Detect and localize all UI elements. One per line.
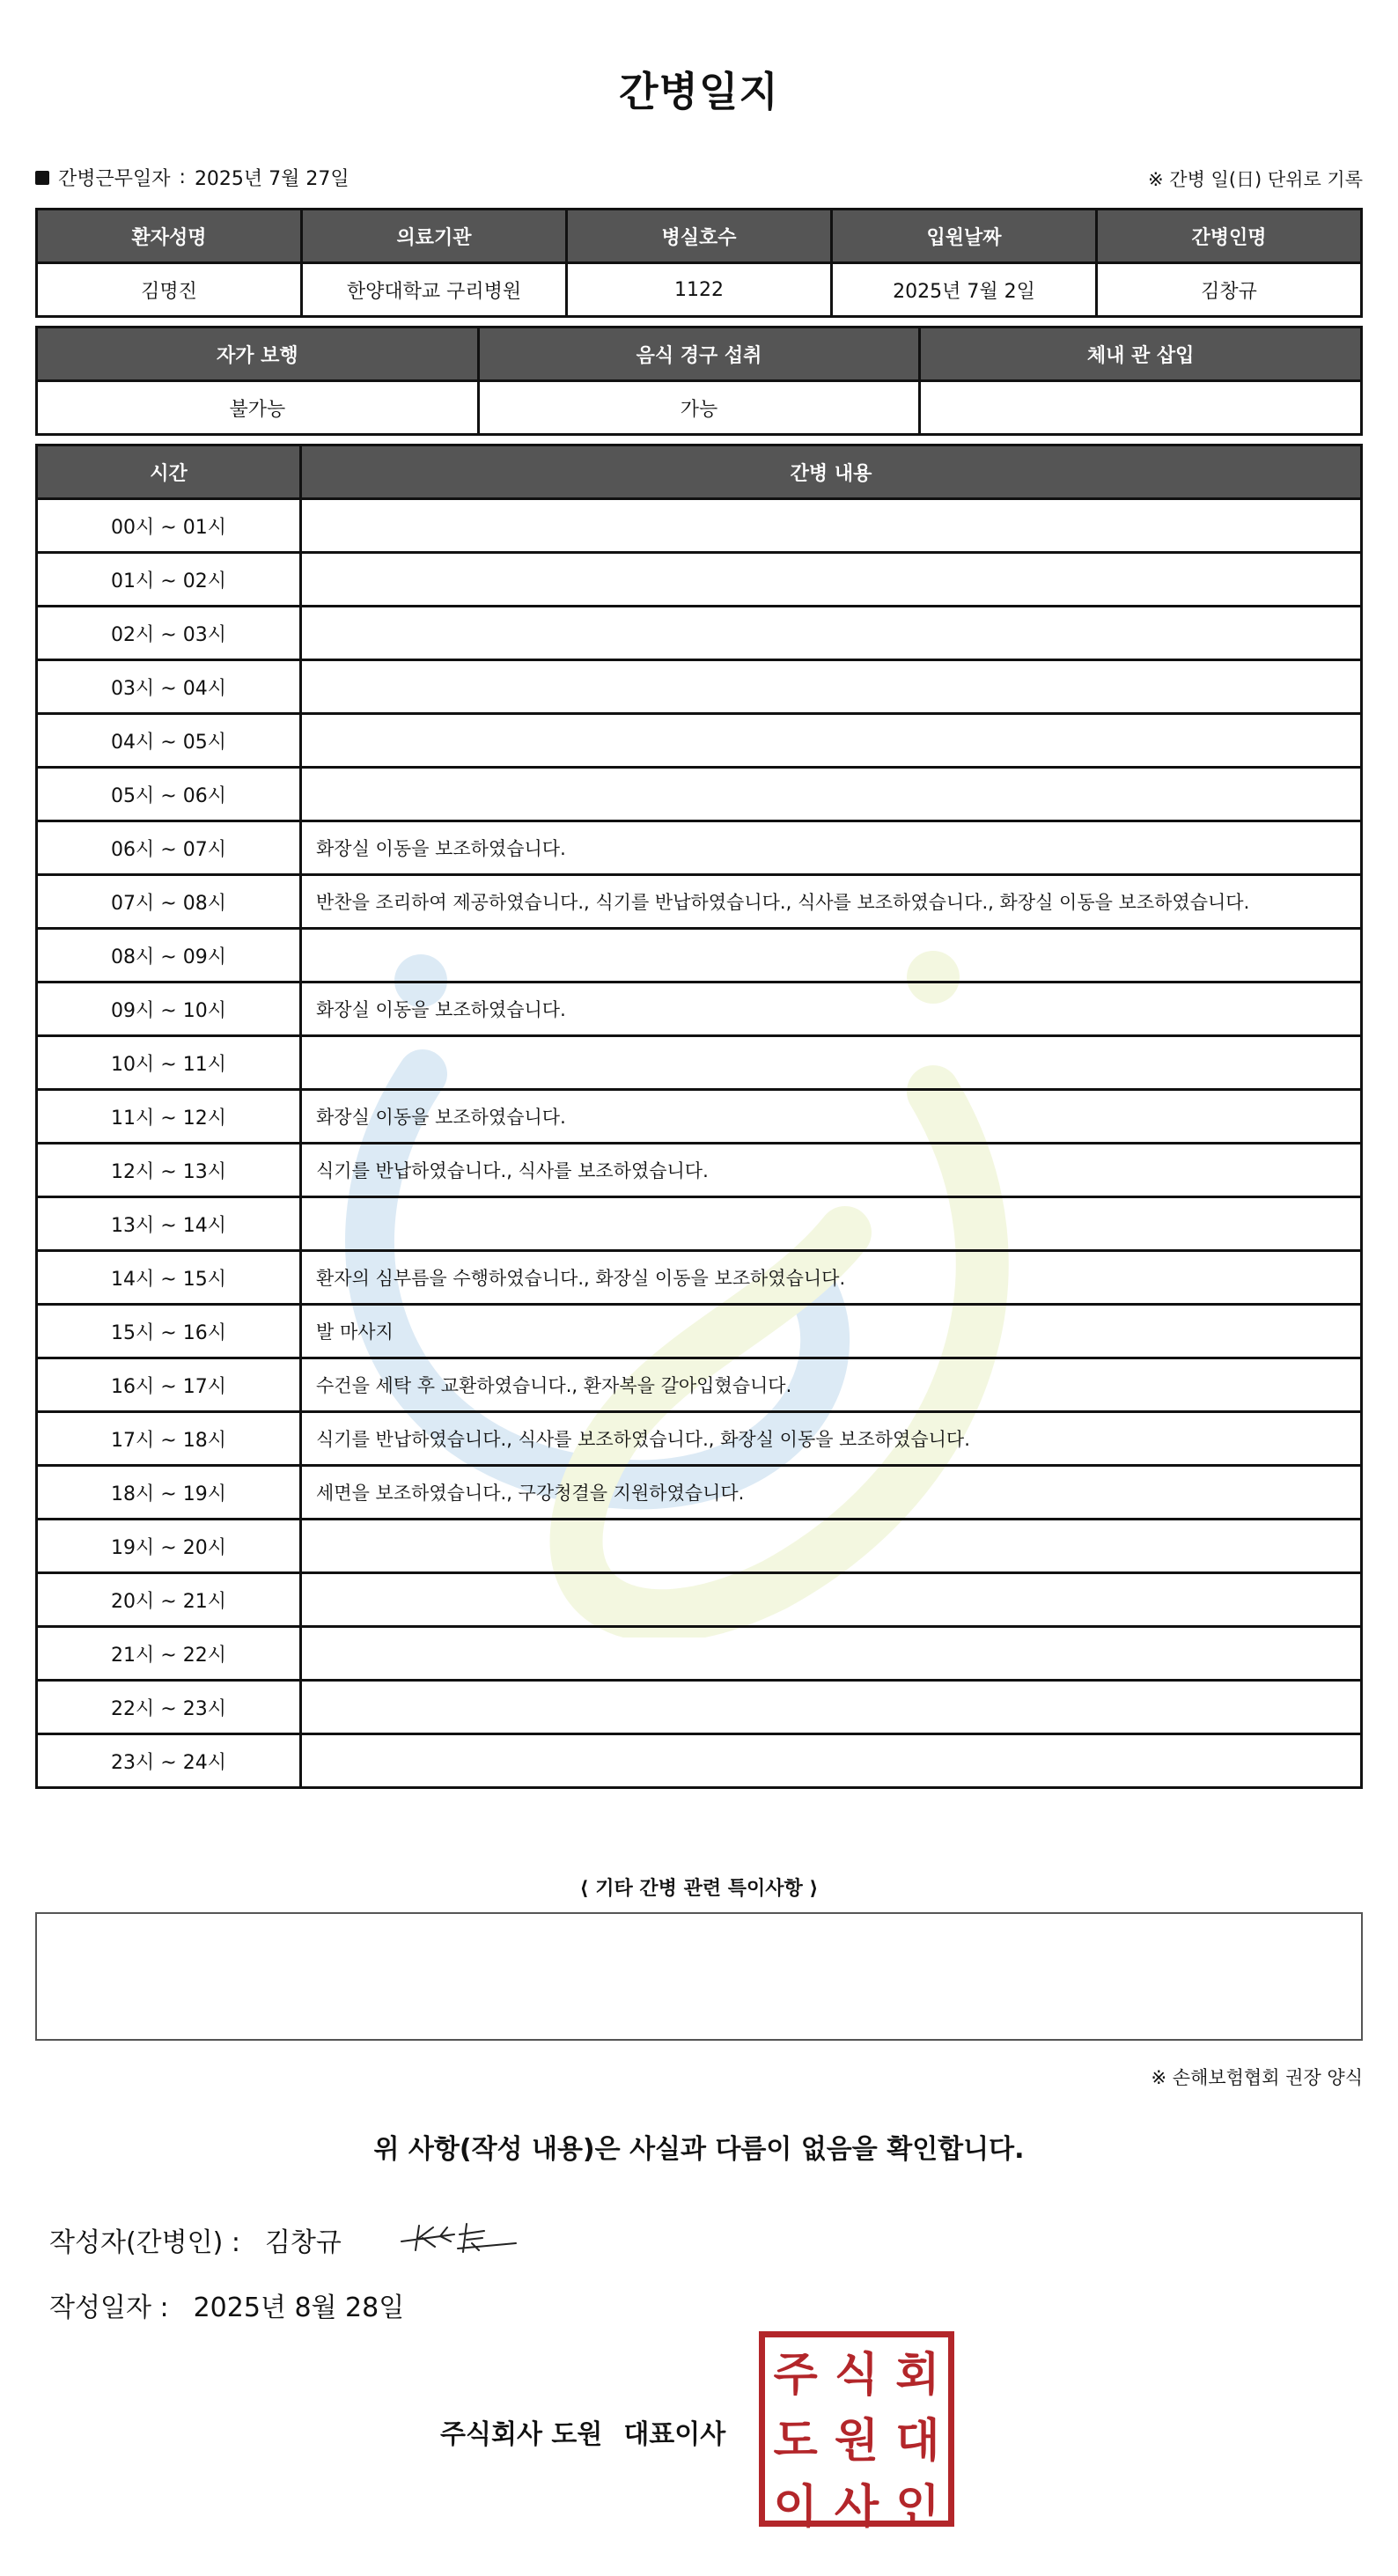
care-log-row (37, 768, 1362, 821)
work-date-row (35, 164, 350, 191)
patient-info-table (35, 208, 1363, 318)
care-log-time: 17시 ~ 18시 (37, 1412, 301, 1466)
care-log-row (37, 1144, 1362, 1197)
care-log-row (37, 607, 1362, 660)
care-log-time: 02시 ~ 03시 (37, 607, 301, 660)
care-log-content: 식기를 반납하였습니다., 식사를 보조하였습니다., 화장실 이동을 보조하였습니다. (301, 1412, 1362, 1466)
care-log-content: 화장실 이동을 보조하였습니다. (301, 1090, 1362, 1144)
oral-intake-value: 가능 (478, 381, 920, 435)
hospital-name: 한양대학교 구리병원 (302, 263, 567, 317)
care-log-row (37, 1681, 1362, 1734)
care-log-time: 22시 ~ 23시 (37, 1681, 301, 1734)
seal-character: 대 (895, 2414, 940, 2468)
care-log-content (301, 1197, 1362, 1251)
care-log-content (301, 660, 1362, 714)
care-log-row (37, 1734, 1362, 1788)
work-date-label: 간병근무일자 (58, 168, 171, 190)
care-log-row (37, 1090, 1362, 1144)
care-log-time: 10시 ~ 11시 (37, 1036, 301, 1090)
care-log-time: 13시 ~ 14시 (37, 1197, 301, 1251)
header-hospital: 의료기관 (302, 210, 567, 263)
header-caregiver: 간병인명 (1097, 210, 1362, 263)
care-log-content (301, 1627, 1362, 1681)
care-log-content: 화장실 이동을 보조하였습니다. (301, 821, 1362, 875)
self-walking-value: 불가능 (37, 381, 479, 435)
notes-box (35, 1912, 1363, 2041)
care-log-row (37, 1358, 1362, 1412)
writer-name: 김창규 (264, 2227, 342, 2258)
seal-character: 사 (834, 2480, 879, 2534)
confirmation-statement: 위 사항(작성 내용)은 사실과 다름이 없음을 확인합니다. (373, 2134, 1025, 2165)
signature-image (393, 2208, 533, 2261)
care-log-content: 발 마사지 (301, 1305, 1362, 1358)
care-log-time: 14시 ~ 15시 (37, 1251, 301, 1305)
patient-info-value-row (37, 263, 1362, 317)
document-title: 간병일지 (619, 68, 779, 115)
care-log-content: 반찬을 조리하여 제공하였습니다., 식기를 반납하였습니다., 식사를 보조하였습니다., 화장실 이동을 보조하였습니다. (301, 875, 1362, 929)
care-log-row (37, 1197, 1362, 1251)
admission-date: 2025년 7월 2일 (832, 263, 1097, 317)
care-log-time: 05시 ~ 06시 (37, 768, 301, 821)
written-date-value: 2025년 8월 28일 (193, 2293, 405, 2323)
care-log-time: 23시 ~ 24시 (37, 1734, 301, 1788)
care-log-row (37, 1627, 1362, 1681)
care-log-content: 환자의 심부름을 수행하였습니다., 화장실 이동을 보조하였습니다. (301, 1251, 1362, 1305)
care-log-content (301, 929, 1362, 983)
patient-info-header-row (37, 210, 1362, 263)
care-log-row (37, 1305, 1362, 1358)
status-header-row (37, 328, 1362, 381)
header-care-content: 간병 내용 (301, 445, 1362, 499)
care-log-time: 08시 ~ 09시 (37, 929, 301, 983)
written-date-label: 작성일자 : (49, 2293, 169, 2323)
room-number: 1122 (567, 263, 832, 317)
care-log-time: 18시 ~ 19시 (37, 1466, 301, 1520)
care-log-row (37, 553, 1362, 607)
care-log-row (37, 1466, 1362, 1520)
care-log-row (37, 821, 1362, 875)
work-date-value: 2025년 7월 27일 (194, 168, 350, 190)
seal-character: 주 (773, 2348, 818, 2402)
care-log-time: 01시 ~ 02시 (37, 553, 301, 607)
company-signature (440, 2412, 725, 2451)
seal-character: 원 (834, 2414, 879, 2468)
care-log-row (37, 1520, 1362, 1573)
care-log-row (37, 875, 1362, 929)
care-log-time: 04시 ~ 05시 (37, 714, 301, 768)
care-log-body (37, 499, 1362, 1788)
care-log-content (301, 499, 1362, 553)
care-log-time: 21시 ~ 22시 (37, 1627, 301, 1681)
care-log-time: 11시 ~ 12시 (37, 1090, 301, 1144)
seal-character: 회 (895, 2348, 940, 2402)
header-admission-date: 입원날짜 (832, 210, 1097, 263)
header-self-walking: 자가 보행 (37, 328, 479, 381)
status-value-row (37, 381, 1362, 435)
care-log-table (35, 444, 1363, 1789)
care-log-row (37, 1036, 1362, 1090)
care-log-time: 00시 ~ 01시 (37, 499, 301, 553)
header-tube-insertion: 체내 관 삽입 (920, 328, 1362, 381)
care-log-content (301, 1681, 1362, 1734)
care-log-content: 수건을 세탁 후 교환하였습니다., 환자복을 갈아입혔습니다. (301, 1358, 1362, 1412)
company-name: 주식회사 도원 (440, 2419, 603, 2450)
care-log-time: 06시 ~ 07시 (37, 821, 301, 875)
header-oral-intake: 음식 경구 섭취 (478, 328, 920, 381)
tube-insertion-value (920, 381, 1362, 435)
seal-character: 이 (773, 2480, 818, 2534)
form-source-note: ※ 손해보험협회 권장 양식 (1151, 2067, 1363, 2088)
company-representative-title: 대표이사 (623, 2419, 726, 2450)
care-log-time: 19시 ~ 20시 (37, 1520, 301, 1573)
care-log-time: 09시 ~ 10시 (37, 983, 301, 1036)
care-log-time: 20시 ~ 21시 (37, 1573, 301, 1627)
care-log-content (301, 768, 1362, 821)
header-room: 병실호수 (567, 210, 832, 263)
header-time: 시간 (37, 445, 301, 499)
care-log-content (301, 1573, 1362, 1627)
header-patient-name: 환자성명 (37, 210, 302, 263)
bullet-square-icon (35, 171, 49, 185)
seal-character: 도 (773, 2414, 818, 2468)
care-log-row (37, 714, 1362, 768)
care-log-content (301, 1734, 1362, 1788)
care-log-content: 식기를 반납하였습니다., 식사를 보조하였습니다. (301, 1144, 1362, 1197)
care-log-time: 15시 ~ 16시 (37, 1305, 301, 1358)
care-log-content (301, 1520, 1362, 1573)
care-log-content: 세면을 보조하였습니다., 구강청결을 지원하였습니다. (301, 1466, 1362, 1520)
care-log-content (301, 607, 1362, 660)
notes-title: ⟨ 기타 간병 관련 특이사항 ⟩ (579, 1878, 819, 1900)
care-log-content: 화장실 이동을 보조하였습니다. (301, 983, 1362, 1036)
record-note: ※ 간병 일(日) 단위로 기록 (1148, 169, 1363, 190)
care-log-row (37, 1412, 1362, 1466)
care-log-time: 16시 ~ 17시 (37, 1358, 301, 1412)
writer-row (49, 2220, 342, 2259)
care-log-row (37, 1251, 1362, 1305)
care-log-row (37, 983, 1362, 1036)
patient-name: 김명진 (37, 263, 302, 317)
patient-status-table (35, 326, 1363, 436)
care-log-row (37, 660, 1362, 714)
care-log-row (37, 929, 1362, 983)
seal-character: 인 (895, 2480, 940, 2534)
writer-label: 작성자(간병인) : (49, 2227, 240, 2258)
care-log-time: 07시 ~ 08시 (37, 875, 301, 929)
seal-character: 식 (834, 2348, 879, 2402)
care-log-row (37, 499, 1362, 553)
care-log-time: 03시 ~ 04시 (37, 660, 301, 714)
caregiver-name: 김창규 (1097, 263, 1362, 317)
care-log-content (301, 714, 1362, 768)
care-log-content (301, 1036, 1362, 1090)
company-seal-stamp (759, 2331, 954, 2534)
care-log-content (301, 553, 1362, 607)
care-log-time: 12시 ~ 13시 (37, 1144, 301, 1197)
written-date-row (49, 2285, 404, 2324)
care-log-header-row (37, 445, 1362, 499)
work-date-separator: : (179, 166, 186, 188)
care-log-row (37, 1573, 1362, 1627)
